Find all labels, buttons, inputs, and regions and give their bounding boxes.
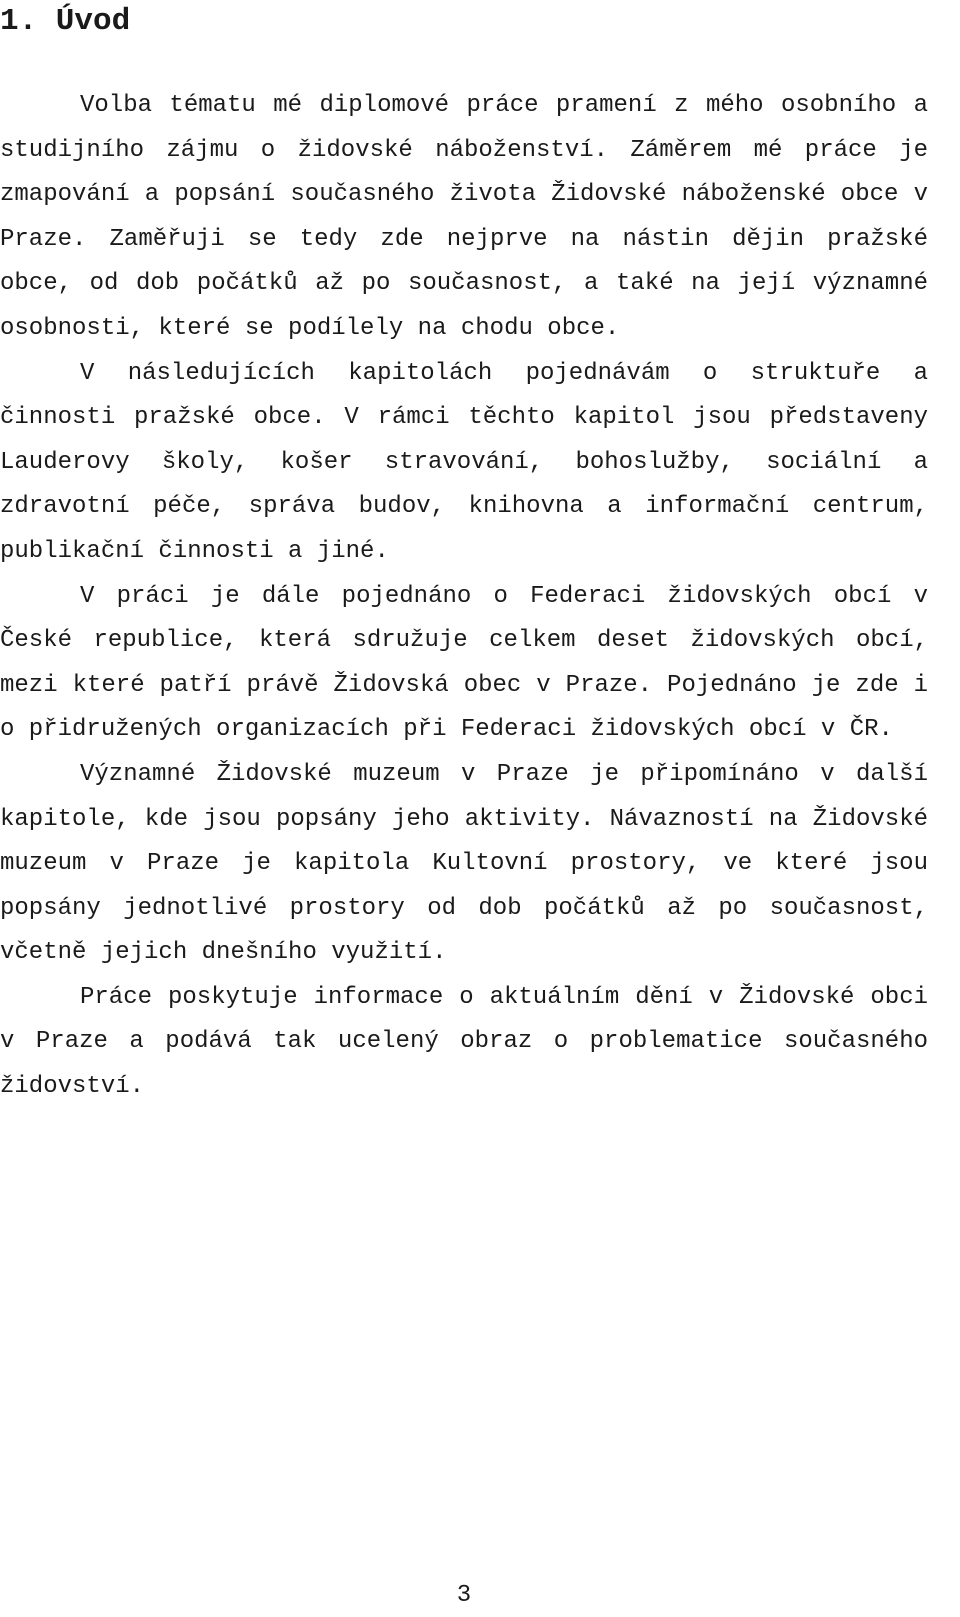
paragraph: V následujících kapitolách pojednávám o struktuře a činnosti pražské obce. V rámci těchto kapitol jsou představeny Lauderovy školy, košer stravování, bohoslužby, sociální a zdravotní péče, správa budov, knihovna a informační centrum, publikační činnosti a jiné. bbox=[0, 359, 928, 565]
body-text bbox=[0, 84, 928, 1110]
page-number: 3 bbox=[456, 1582, 472, 1609]
paragraph: V práci je dále pojednáno o Federaci židovských obcí v České republice, která sdružuje celkem deset židovských obcí, mezi které patří právě Židovská obec v Praze. Pojednáno je zde i o přidružených organizacích při Federaci židovských obcí v ČR. bbox=[0, 582, 928, 744]
paragraph: Významné Židovské muzeum v Praze je připomínáno v další kapitole, kde jsou popsány jeho aktivity. Návazností na Židovské muzeum v Praze je kapitola Kultovní prostory, ve které jsou popsány jednotlivé prostory od dob počátků až po současnost, včetně jejich dnešního využití. bbox=[0, 760, 928, 967]
chapter-heading: 1. Úvod bbox=[0, 4, 131, 39]
paragraph: Volba tématu mé diplomové práce pramení z mého osobního a studijního zájmu o židovské náboženství. Záměrem mé práce je zmapování a popsání současného života Židovské náboženské obce v Praze. Zaměřuji se tedy zde nejprve na nástin dějin pražské obce, od dob počátků až po současnost, a také na její významné osobnosti, které se podílely na chodu obce. bbox=[0, 92, 928, 342]
paragraph: Práce poskytuje informace o aktuálním dění v Židovské obci v Praze a podává tak ucelený obraz o problematice současného židovství. bbox=[0, 983, 928, 1101]
